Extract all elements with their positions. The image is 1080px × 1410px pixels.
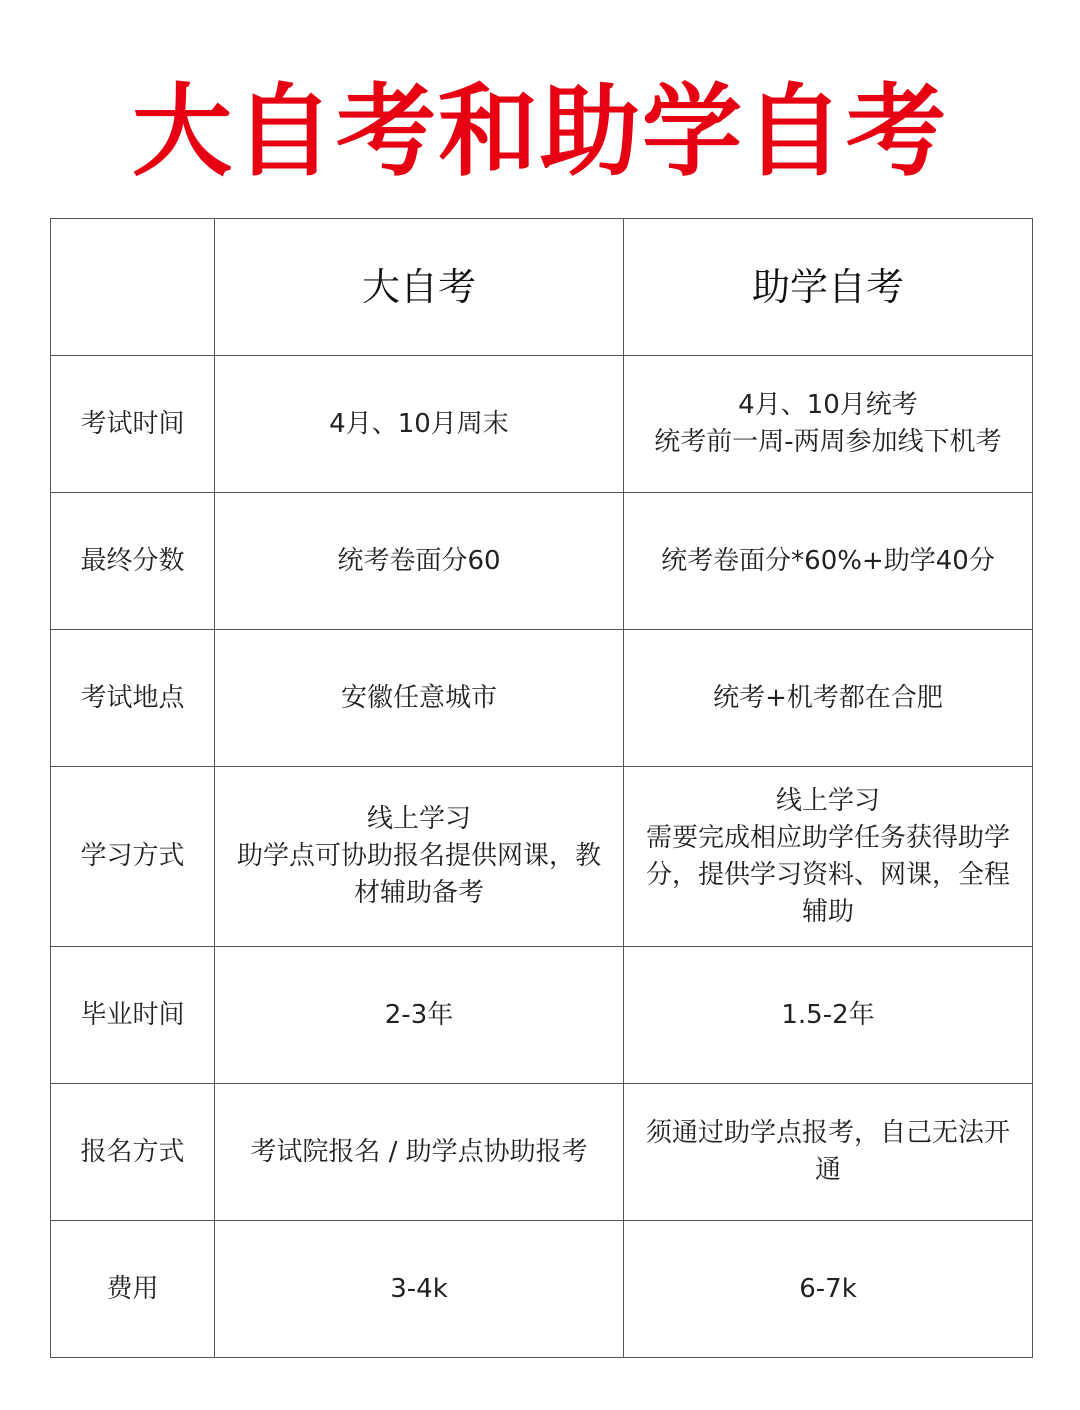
table-row-graduation-time [51,947,1033,1084]
cell-da-final-score [215,493,624,630]
cell-line: 统考+机考都在合肥 [713,682,943,713]
cell-line: 线上学习 [775,785,880,816]
table-row-final-score [51,493,1033,630]
table-row-exam-location [51,630,1033,767]
table-row-exam-time [51,356,1033,493]
cell-line: 考试院报名 / 助学点协助报考 [250,1136,588,1167]
row-label-graduation-time: 毕业时间 [51,947,215,1084]
cell-line: 1.5-2年 [781,999,875,1030]
cell-zhu-graduation-time [624,947,1033,1084]
cell-line: 4月、10月统考 [738,390,918,420]
cell-line: 需要完成相应助学任务获得助学分，提供学习资料、网课，全程辅助 [645,822,1010,927]
cell-zhu-exam-location [624,630,1033,767]
row-label-final-score: 最终分数 [51,493,215,630]
table-row-cost [51,1221,1033,1358]
cell-da-exam-time [215,356,624,493]
cell-line: 须通过助学点报考，自己无法开通 [645,1118,1010,1185]
row-label-exam-time: 考试时间 [51,356,215,493]
header-corner-cell [51,219,215,356]
cell-zhu-final-score [624,493,1033,630]
comparison-table [50,218,1033,1358]
row-label-exam-location: 考试地点 [51,630,215,767]
cell-zhu-exam-time [624,356,1033,493]
table-row-study-method [51,767,1033,947]
cell-da-graduation-time [215,947,624,1084]
cell-zhu-registration [624,1084,1033,1221]
cell-line: 统考卷面分*60%+助学40分 [661,545,995,576]
cell-line: 统考前一周-两周参加线下机考 [654,427,1002,457]
cell-zhu-cost [624,1221,1033,1358]
header-da-zikao: 大自考 [215,219,624,356]
row-label-study-method: 学习方式 [51,767,215,947]
cell-line: 2-3年 [384,999,454,1030]
cell-line: 6-7k [799,1273,857,1304]
cell-da-exam-location [215,630,624,767]
row-label-cost: 费用 [51,1221,215,1358]
header-row [51,219,1033,356]
cell-line: 4月、10月周末 [329,408,509,439]
cell-da-cost [215,1221,624,1358]
cell-line: 助学点可协助报名提供网课，教材辅助备考 [236,841,601,908]
table-row-registration [51,1084,1033,1221]
cell-line: 线上学习 [366,804,471,834]
cell-da-study-method [215,767,624,947]
page-title: 大自考和助学自考 [132,73,948,190]
cell-line: 统考卷面分60 [337,545,501,576]
cell-zhu-study-method [624,767,1033,947]
cell-line: 安徽任意城市 [340,682,497,713]
cell-da-registration [215,1084,624,1221]
header-zhuxue-zikao: 助学自考 [624,219,1033,356]
cell-line: 3-4k [390,1273,448,1304]
row-label-registration: 报名方式 [51,1084,215,1221]
